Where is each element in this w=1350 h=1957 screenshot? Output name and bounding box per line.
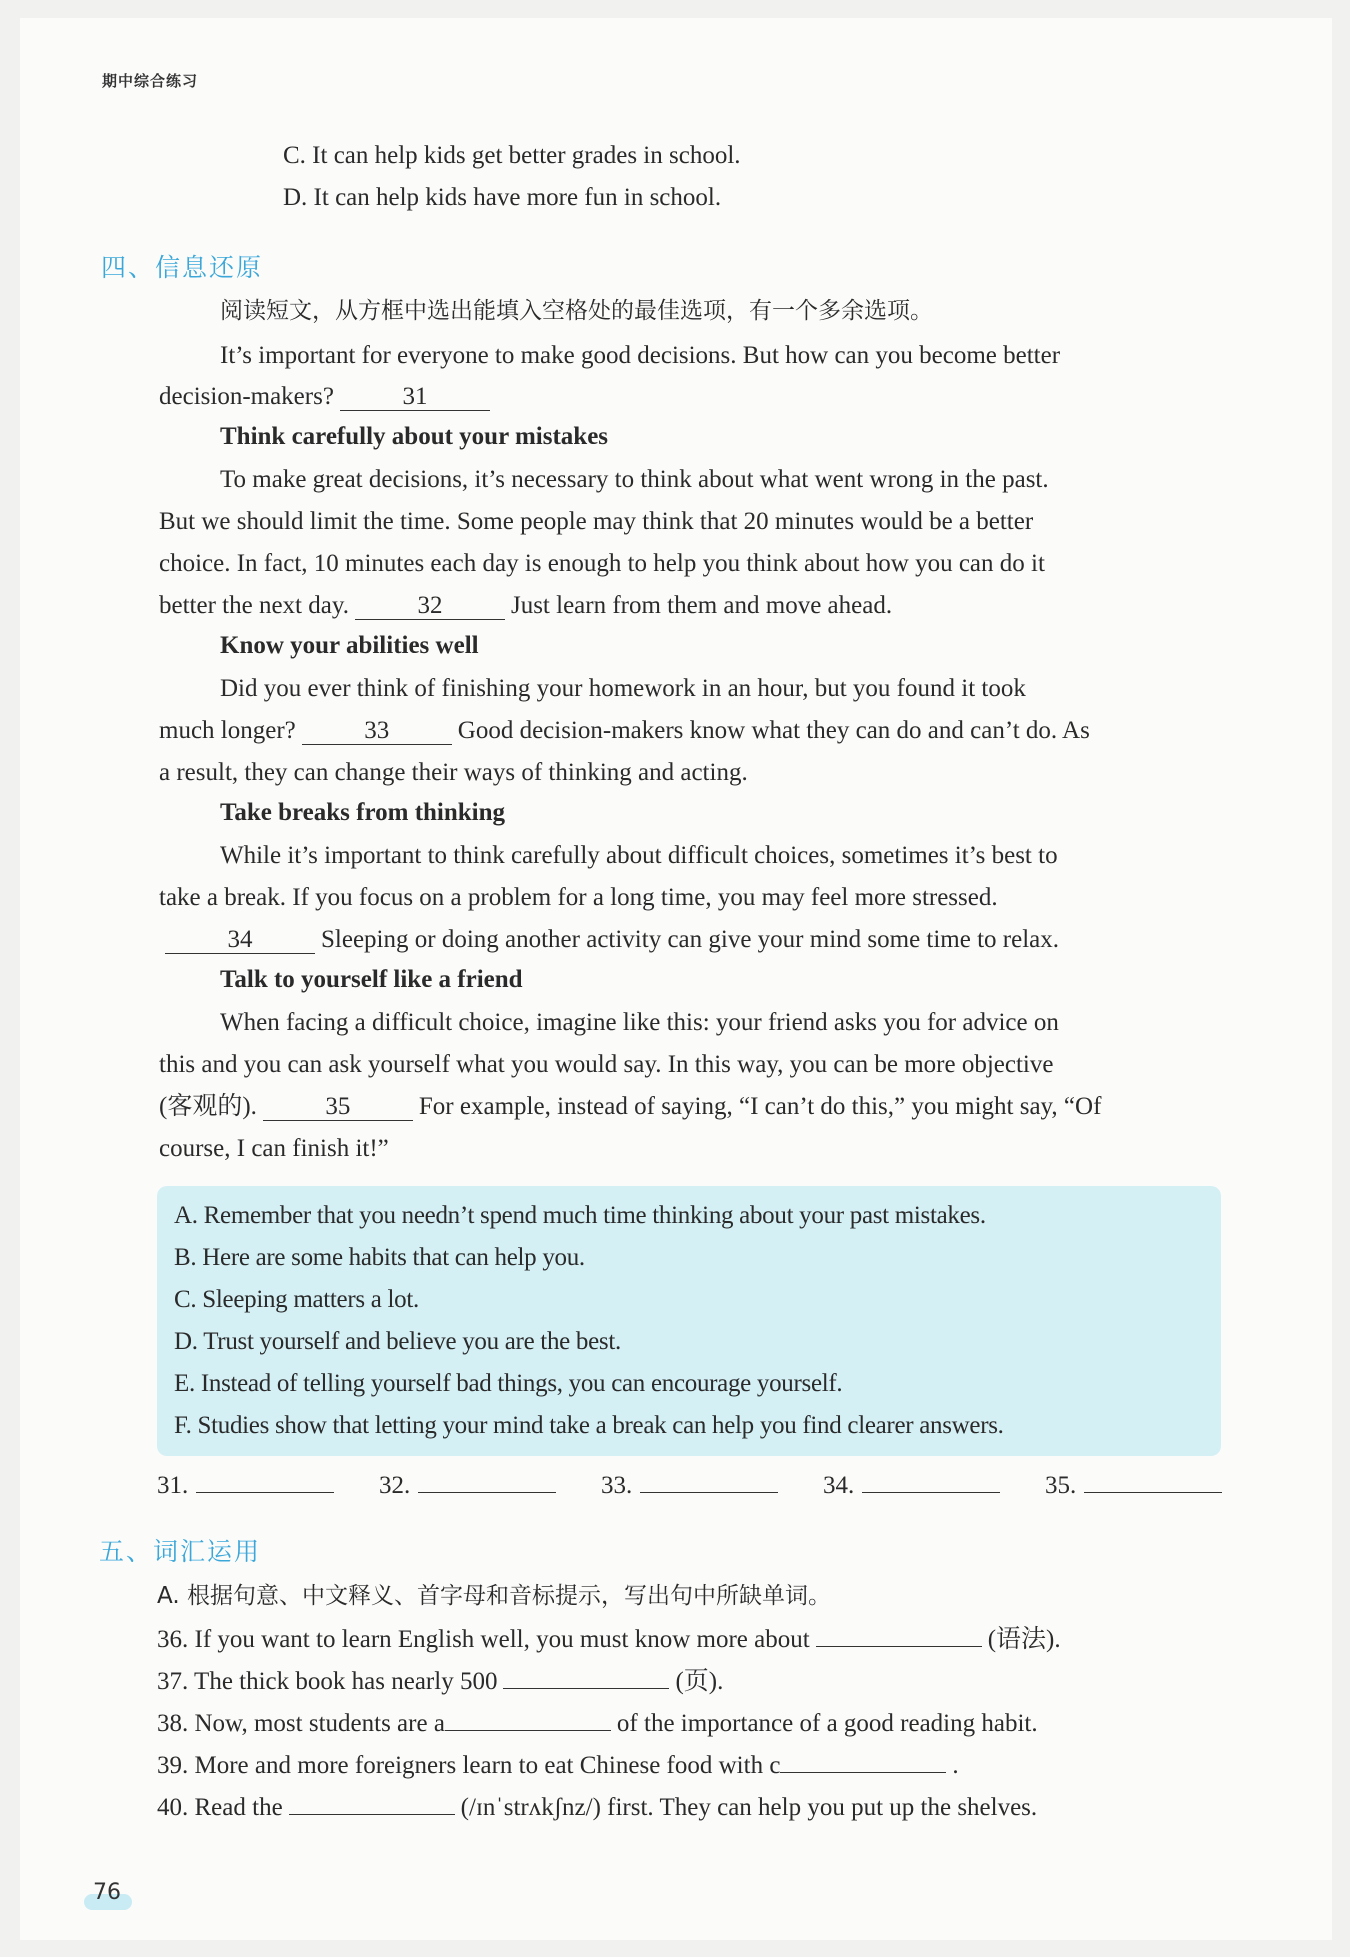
blank-34[interactable]: 34 — [165, 927, 315, 954]
para3-line2 — [159, 715, 1090, 747]
answer-31 — [157, 1470, 340, 1502]
option-c: C. Sleeping matters a lot. — [174, 1286, 419, 1313]
answer-35-blank[interactable] — [1084, 1492, 1222, 1493]
option-a: A. Remember that you needn’t spend much time thinking about your past mistakes. — [174, 1202, 986, 1229]
para4-text: Sleeping or doing another activity can give your mind some time to relax. — [321, 926, 1060, 953]
answer-34 — [823, 1470, 1006, 1502]
option-e: E. Instead of telling yourself bad things, you can encourage yourself. — [174, 1370, 843, 1397]
para4-line3 — [159, 924, 1059, 956]
question-40-blank[interactable] — [289, 1814, 455, 1815]
blank-33[interactable]: 33 — [302, 718, 452, 745]
question-39-blank[interactable] — [780, 1772, 946, 1773]
para5-line3 — [159, 1091, 1101, 1123]
answer-33-label: 33. — [601, 1472, 633, 1499]
answer-32-blank[interactable] — [418, 1492, 556, 1493]
question-39 — [157, 1750, 959, 1782]
option-b: B. Here are some habits that can help you. — [174, 1244, 585, 1271]
heading-friend: Talk to yourself like a friend — [220, 966, 523, 993]
para2-line2: But we should limit the time. Some people may think that 20 minutes would be a better — [159, 508, 1034, 535]
section5-instruction: A. 根据句意、中文释义、首字母和音标提示，写出句中所缺单词。 — [157, 1583, 831, 1609]
para2-line1: To make great decisions, it’s necessary to think about what went wrong in the past. — [220, 466, 1049, 493]
para3-line3: a result, they can change their ways of thinking and acting. — [159, 759, 748, 786]
answer-35 — [1045, 1470, 1228, 1502]
question-39-end: . — [952, 1752, 959, 1779]
heading-mistakes: Think carefully about your mistakes — [220, 423, 609, 450]
option-f: F. Studies show that letting your mind take a break can help you find clearer answers. — [174, 1412, 1004, 1439]
question-36-hint: (语法). — [987, 1626, 1061, 1653]
para3-line1: Did you ever think of finishing your homework in an hour, but you found it took — [220, 675, 1026, 702]
para5-line4: course, I can finish it!” — [159, 1135, 389, 1162]
prev-option-c: C. It can help kids get better grades in school. — [283, 142, 741, 169]
question-40-rest: (/ɪnˈstrʌkʃnz/) first. They can help you put up the shelves. — [460, 1794, 1038, 1821]
question-38-rest: of the importance of a good reading habit. — [616, 1710, 1038, 1737]
blank-31[interactable]: 31 — [340, 384, 490, 411]
para2-text-a: better the next day. — [159, 592, 349, 619]
question-38 — [157, 1708, 1038, 1740]
question-37-blank[interactable] — [503, 1688, 669, 1689]
question-38-blank[interactable] — [445, 1730, 611, 1731]
para1-text: decision-makers? — [159, 383, 334, 410]
answer-35-label: 35. — [1045, 1472, 1077, 1499]
question-37-hint: (页). — [675, 1668, 724, 1695]
answer-32 — [379, 1470, 562, 1502]
question-37 — [157, 1666, 723, 1698]
answer-34-label: 34. — [823, 1472, 855, 1499]
section5-title: 五、词汇运用 — [99, 1537, 262, 1566]
question-37-text: 37. The thick book has nearly 500 — [157, 1668, 498, 1695]
page-header: 期中综合练习 — [102, 72, 199, 90]
question-39-text: 39. More and more foreigners learn to eat Chinese food with c — [157, 1752, 781, 1779]
prev-option-d: D. It can help kids have more fun in school. — [283, 184, 722, 211]
question-40-text: 40. Read the — [157, 1794, 283, 1821]
para1-line1: It’s important for everyone to make good decisions. But how can you become better — [220, 342, 1061, 369]
para5-line1: When facing a difficult choice, imagine like this: your friend asks you for advice on — [220, 1009, 1059, 1036]
answer-33-blank[interactable] — [640, 1492, 778, 1493]
para4-line1: While it’s important to think carefully about difficult choices, sometimes it’s best to — [220, 842, 1058, 869]
para5-line2: this and you can ask yourself what you would say. In this way, you can be more objective — [159, 1051, 1054, 1078]
para1-line2 — [159, 381, 496, 413]
para2-line4 — [159, 590, 892, 622]
section4-instruction: 阅读短文，从方框中选出能填入空格处的最佳选项，有一个多余选项。 — [220, 298, 933, 324]
question-36-blank[interactable] — [816, 1646, 982, 1647]
para2-line3: choice. In fact, 10 minutes each day is enough to help you think about how you can do it — [159, 550, 1045, 577]
para3-text-b: Good decision-makers know what they can do and can’t do. As — [457, 717, 1090, 744]
options-box — [157, 1186, 1221, 1456]
blank-35[interactable]: 35 — [263, 1094, 413, 1121]
para3-text-a: much longer? — [159, 717, 296, 744]
para2-text-b: Just learn from them and move ahead. — [510, 592, 893, 619]
answer-31-label: 31. — [157, 1472, 189, 1499]
heading-abilities: Know your abilities well — [220, 632, 479, 659]
answer-31-blank[interactable] — [196, 1492, 334, 1493]
answer-33 — [601, 1470, 784, 1502]
question-38-text: 38. Now, most students are a — [157, 1710, 445, 1737]
question-36 — [157, 1624, 1061, 1656]
answer-32-label: 32. — [379, 1472, 411, 1499]
para5-text-a: (客观的). — [159, 1093, 257, 1120]
page-number: 76 — [93, 1880, 121, 1905]
blank-32[interactable]: 32 — [355, 593, 505, 620]
answer-34-blank[interactable] — [862, 1492, 1000, 1493]
para4-line2: take a break. If you focus on a problem for a long time, you may feel more stressed. — [159, 884, 998, 911]
para5-text-b: For example, instead of saying, “I can’t do this,” you might say, “Of — [418, 1093, 1102, 1120]
question-40 — [157, 1792, 1037, 1824]
section4-title: 四、信息还原 — [101, 253, 264, 282]
question-36-text: 36. If you want to learn English well, you must know more about — [157, 1626, 810, 1653]
heading-breaks: Take breaks from thinking — [220, 799, 506, 826]
option-d: D. Trust yourself and believe you are the best. — [174, 1328, 621, 1355]
